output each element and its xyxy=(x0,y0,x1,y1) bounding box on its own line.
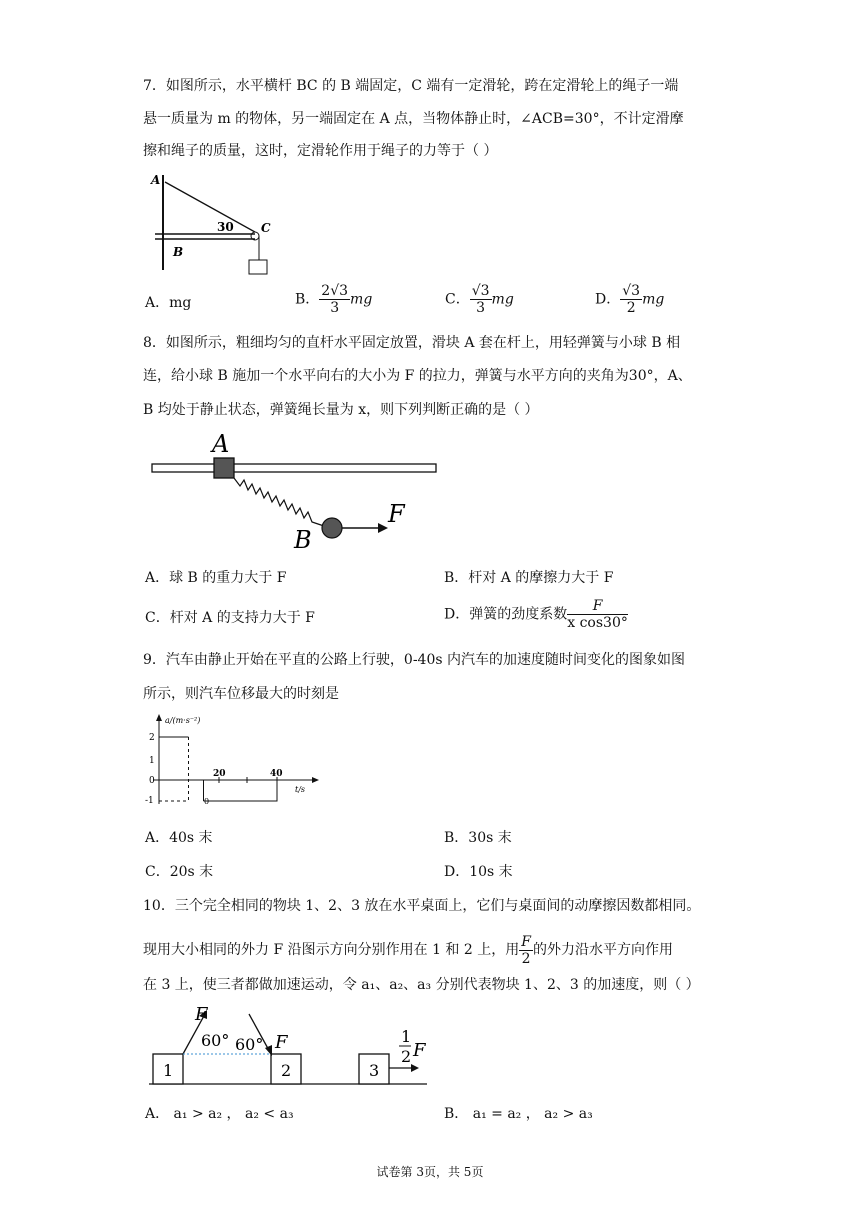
q10-line3: 在 3 上，使三者都做加速运动，令 a₁、a₂、a₃ 分别代表物块 1、2、3 的加速度，则（ ） xyxy=(143,977,700,993)
q8-option-c: C．杆对 A 的支持力大于 F xyxy=(145,610,315,626)
q7-option-c-suffix: mg xyxy=(491,291,514,308)
q7-option-b-num: 2√3 xyxy=(321,283,349,299)
q10-line2-b: 的外力沿水平方向作用 xyxy=(532,942,673,958)
q9-ytick-neg1: -1 xyxy=(145,796,154,806)
q10-angle2: 60° xyxy=(235,1035,264,1054)
q9-line2: 所示，则汽车位移最大的时刻是 xyxy=(143,686,339,702)
q10-option-a: A． a₁ > a₂ ， a₂ < a₃ xyxy=(145,1106,294,1122)
q10-line2-num: F xyxy=(521,933,531,950)
q7-option-c-num: √3 xyxy=(471,283,490,299)
q10-line1: 10．三个完全相同的物块 1、2、3 放在水平桌面上，它们与桌面间的动摩擦因数都相同。 xyxy=(143,898,701,914)
q9-x-label: t/s xyxy=(295,785,306,794)
q7-line2: 悬一质量为 m 的物体，另一端固定在 A 点，当物体静止时，∠ACB=30°，不计定滑摩 xyxy=(143,111,684,127)
q10-half-f: F xyxy=(413,1040,426,1061)
q7-option-d xyxy=(595,283,664,316)
q8-option-d xyxy=(444,598,628,631)
q9-graph xyxy=(143,712,323,812)
q7-option-d-suffix: mg xyxy=(642,291,665,308)
q10-block1: 1 xyxy=(163,1061,174,1080)
q7-option-a-label: A． xyxy=(145,295,170,311)
page-footer: 试卷第 3页，共 5页 xyxy=(376,1165,484,1179)
q8-figure xyxy=(148,428,448,556)
q8-label-f: F xyxy=(388,500,405,528)
q10-angle1: 60° xyxy=(201,1031,230,1050)
q8-option-d-num: F xyxy=(567,598,628,615)
q7-label-angle: 30 xyxy=(217,220,234,234)
q10-f1: F xyxy=(195,1004,208,1025)
q9-ytick-0: 0 xyxy=(149,776,155,786)
q9-y-label: a/(m·s⁻²) xyxy=(165,716,201,725)
q7-option-b-den: 3 xyxy=(330,300,340,316)
q10-block2: 2 xyxy=(281,1061,292,1080)
q7-option-d-label: D． xyxy=(595,291,621,308)
q7-line3: 擦和绳子的质量，这时，定滑轮作用于绳子的力等于（ ） xyxy=(143,143,498,159)
q9-option-b: B．30s 末 xyxy=(444,830,512,846)
q10-block3: 3 xyxy=(369,1061,380,1080)
q10-half-den: 2 xyxy=(401,1047,412,1066)
q8-line2: 连，给小球 B 施加一个水平向右的大小为 F 的拉力，弹簧与水平方向的夹角为30°，A、 xyxy=(143,368,692,384)
q9-line1: 9．汽车由静止开始在平直的公路上行驶，0-40s 内汽车的加速度随时间变化的图象如图 xyxy=(143,652,685,668)
q7-option-a xyxy=(145,293,191,313)
q9-ytick-2: 2 xyxy=(149,733,155,743)
q10-figure xyxy=(145,1000,435,1090)
q7-option-c xyxy=(445,283,514,316)
q9-xtick-0-small: 0 xyxy=(204,797,210,806)
q7-option-b-label: B． xyxy=(295,291,320,308)
q8-option-b: B．杆对 A 的摩擦力大于 F xyxy=(444,570,614,586)
q7-option-a-value: mg xyxy=(169,295,192,311)
q9-option-a: A．40s 末 xyxy=(145,830,213,846)
q7-option-b xyxy=(295,283,372,316)
q9-ytick-1: 1 xyxy=(149,756,155,766)
q7-option-d-den: 2 xyxy=(626,300,636,316)
q8-line1: 8．如图所示，粗细均匀的直杆水平固定放置，滑块 A 套在杆上，用轻弹簧与小球 B 相 xyxy=(143,335,681,351)
q8-line3: B 均处于静止状态，弹簧绳长量为 x，则下列判断正确的是（ ） xyxy=(143,402,539,418)
q8-option-a: A．球 B 的重力大于 F xyxy=(145,570,287,586)
q10-option-b: B． a₁ = a₂ ， a₂ > a₃ xyxy=(444,1106,593,1122)
q10-half-num: 1 xyxy=(401,1027,412,1046)
q7-option-d-num: √3 xyxy=(622,283,641,299)
q10-line2 xyxy=(143,932,673,968)
q7-option-c-label: C． xyxy=(445,291,470,308)
q7-label-b: B xyxy=(173,245,184,259)
q8-label-b: B xyxy=(294,526,312,554)
q7-option-c-den: 3 xyxy=(476,300,486,316)
q8-label-a: A xyxy=(212,430,230,458)
q9-option-c: C．20s 末 xyxy=(145,864,214,880)
q9-option-d: D．10s 末 xyxy=(444,864,513,880)
q9-xtick-20: 20 xyxy=(213,769,226,779)
q8-option-d-prefix: D．弹簧的劲度系数 xyxy=(444,606,568,623)
q10-line2-den: 2 xyxy=(521,950,531,967)
q7-label-a: A xyxy=(151,173,161,187)
q9-xtick-40: 40 xyxy=(270,769,283,779)
q7-line1: 7．如图所示，水平横杆 BC 的 B 端固定，C 端有一定滑轮，跨在定滑轮上的绳子一端 xyxy=(143,78,679,94)
q7-label-c: C xyxy=(261,221,271,235)
q10-f2: F xyxy=(275,1032,288,1053)
q10-line2-a: 现用大小相同的外力 F 沿图示方向分别作用在 1 和 2 上，用 xyxy=(143,942,520,958)
q7-figure xyxy=(145,170,275,280)
q7-option-b-suffix: mg xyxy=(350,291,373,308)
q8-option-d-den: x cos30° xyxy=(567,615,628,631)
